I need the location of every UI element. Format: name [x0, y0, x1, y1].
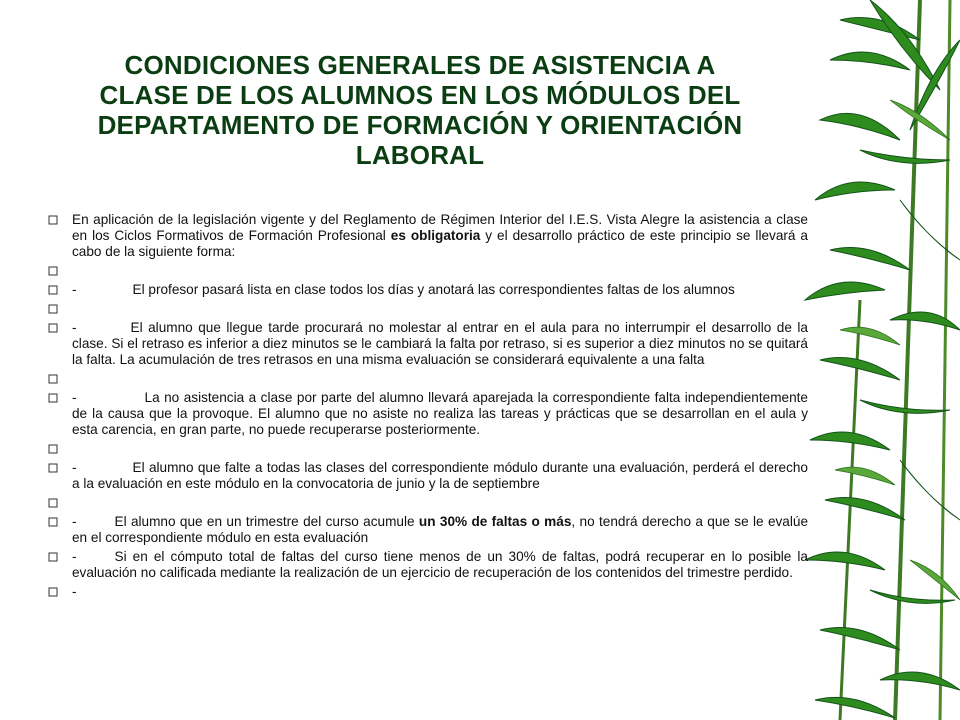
empty-bullet — [44, 495, 808, 511]
empty-bullet — [44, 301, 808, 317]
hollow-square-bullet-icon — [48, 552, 58, 562]
hollow-square-bullet-icon — [48, 587, 58, 597]
hollow-square-bullet-icon — [48, 444, 58, 454]
hollow-square-bullet-icon — [48, 463, 58, 473]
title-line: CONDICIONES GENERALES DE ASISTENCIA A — [124, 50, 716, 80]
title-line: CLASE DE LOS ALUMNOS EN LOS MÓDULOS DEL — [99, 80, 741, 110]
paragraph-trailing-dash: - — [44, 584, 808, 600]
paragraph-rule-attendance-list: - El profesor pasará lista en clase todos los días y anotará las correspondientes faltas de los alumnos — [44, 282, 808, 298]
hollow-square-bullet-icon — [48, 393, 58, 403]
title-line: LABORAL — [355, 140, 485, 170]
hollow-square-bullet-icon — [48, 266, 58, 276]
paragraph-rule-thirty-percent: - El alumno que en un trimestre del curso acumule un 30% de faltas o más, no tendrá derecho a que se le evalúe en el correspondiente módulo en esta evaluación — [44, 514, 808, 546]
paragraph-rule-absence: - La no asistencia a clase por parte del alumno llevará aparejada la correspondiente falta independientemente de la causa que la provoque. El alumno que no asiste no realiza las tareas y prácticas que se desarrollan en el aula y esta carencia, en gran parte, no puede recuperarse posteriormente. — [44, 390, 808, 438]
emphasis-thirty-percent: un 30% de faltas o más — [418, 514, 572, 529]
hollow-square-bullet-icon — [48, 517, 58, 527]
paragraph-rule-recovery: - Si en el cómputo total de faltas del curso tiene menos de un 30% de faltas, podrá recuperar en lo posible la evaluación no calificada mediante la realización de un ejercicio de recuperación de los contenidos del trimestre perdido. — [44, 549, 808, 581]
paragraph-rule-lateness: - El alumno que llegue tarde procurará no molestar al entrar en el aula para no interrumpir el desarrollo de la clase. Si el retraso es inferior a diez minutos se le cambiará la falta por retraso, si es superior a diez minutos no se quitará la falta. La acumulación de tres retrasos en una misma evaluación se considerará equivalente a una falta — [44, 320, 808, 368]
bamboo-leaves — [805, 0, 960, 718]
paragraph-intro: En aplicación de la legislación vigente y del Reglamento de Régimen Interior del I.E.S. Vista Alegre la asistencia a clase en los Ciclos Formativos de Formación Profesional es obligatoria y el desarrollo práctico de este principio se llevará a cabo de la siguiente forma: — [44, 212, 808, 260]
hollow-square-bullet-icon — [48, 285, 58, 295]
paragraph-rule-full-evaluation-absence: - El alumno que falte a todas las clases del correspondiente módulo durante una evaluación, perderá el derecho a la evaluación en este módulo en la convocatoria de junio y la de septiembre — [44, 460, 808, 492]
hollow-square-bullet-icon — [48, 304, 58, 314]
hollow-square-bullet-icon — [48, 498, 58, 508]
body-text — [44, 212, 808, 603]
hollow-square-bullet-icon — [48, 215, 58, 225]
title-line: DEPARTAMENTO DE FORMACIÓN Y ORIENTACIÓN — [97, 110, 743, 140]
empty-bullet — [44, 441, 808, 457]
hollow-square-bullet-icon — [48, 323, 58, 333]
empty-bullet — [44, 371, 808, 387]
hollow-square-bullet-icon — [48, 374, 58, 384]
slide-title — [40, 50, 800, 170]
bamboo-decoration — [800, 0, 960, 720]
empty-bullet — [44, 263, 808, 279]
emphasis-obligatoria: es obligatoria — [390, 228, 481, 243]
